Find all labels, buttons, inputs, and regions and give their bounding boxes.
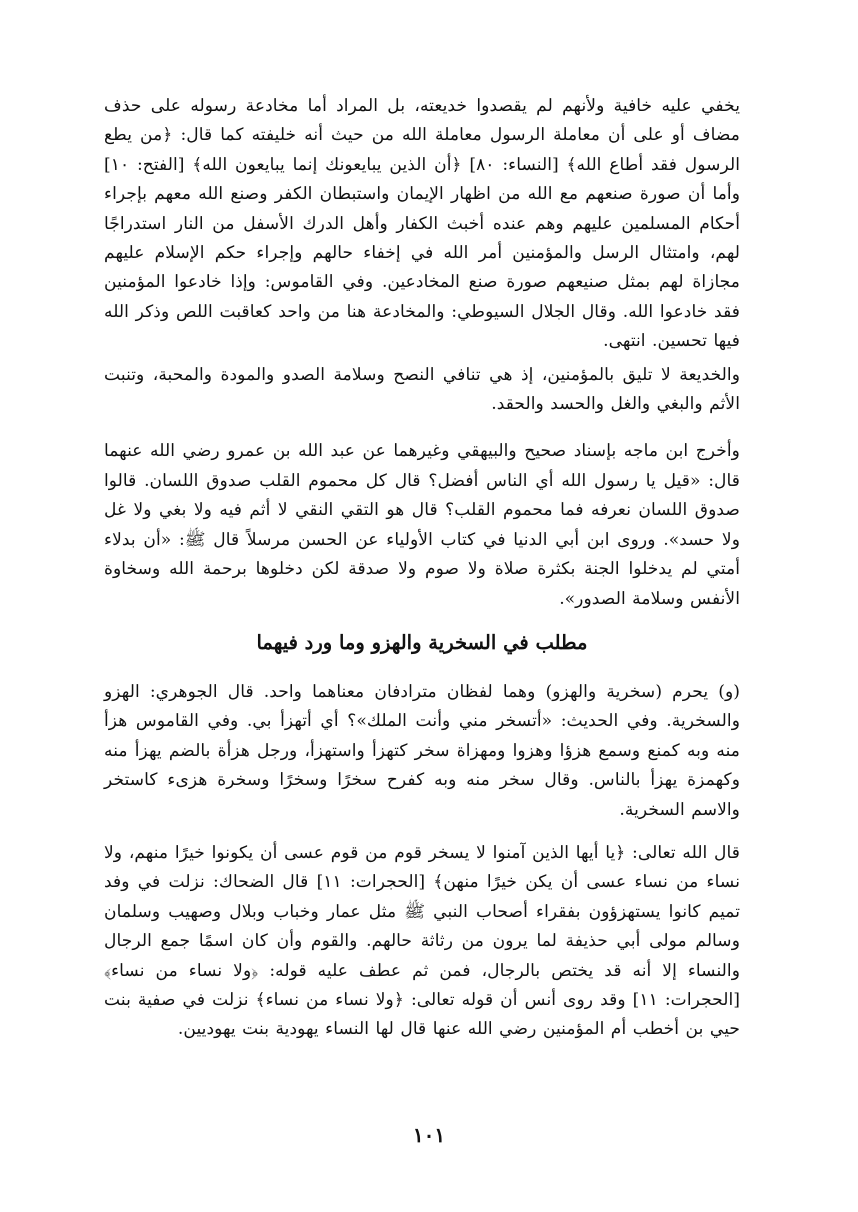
paragraph-2: والخديعة لا تليق بالمؤمنين، إذ هي تنافي النصح وسلامة الصدو والمودة والمحبة، وتنبت الأثم والبغي والغل والحسد والحقد.	[104, 364, 740, 415]
paragraph-5: قال الله تعالى: ﴿يا أيها الذين آمنوا لا يسخر قوم من قوم عسى أن يكونوا خيرًا منهم، ولا نساء من نساء عسى أن يكن خيرًا منهن﴾ [الحجرات: ١١] قال الضحاك: نزلت في وفد تميم كانوا يستهزؤون بفقراء أصحاب النبي ﷺ مثل عمار وخباب وبلال وصهيب وسلمان وسالم مولى أبي حذيفة لما يرون من رثاثة حالهم. والقوم وأن كان اسمًا جمع الرجال والنساء إلا أنه قد يختص بالرجال، فمن ثم عطف عليه قوله: ﴿ولا نساء من نساء﴾ [الحجرات: ١١] وقد روى أنس أن قوله تعالى: ﴿ولا نساء من نساء﴾ نزلت في صفية بنت حيي بن أخطب أم المؤمنين رضي الله عنها قال لها النساء يهودية بنت يهوديين.	[104, 842, 740, 1040]
page-number: ١٠١	[412, 1123, 446, 1147]
paragraph-3: وأخرج ابن ماجه بإسناد صحيح والبيهقي وغيرهما عن عبد الله بن عمرو رضي الله عنهما قال: «قيل يا رسول الله أي الناس أفضل؟ قال كل محموم القلب صدوق اللسان. قالوا صدوق اللسان نعرفه فما محموم القلب؟ قال هو التقي النقي لا أثم فيه ولا بغي ولا غل ولا حسد». وروى ابن أبي الدنيا في كتاب الأولياء عن الحسن مرسلاً قال ﷺ: «أن بدلاء أمتي لم يدخلوا الجنة بكثرة صلاة ولا صوم ولا صدقة لكن دخلوها برحمة الله وسخاوة الأنفس وسلامة الصدور».	[104, 441, 740, 609]
page-body	[104, 92, 740, 1192]
paragraph-4: (و) يحرم (سخرية والهزو) وهما لفظان مترادفان معناهما واحد. قال الجوهري: الهزو والسخرية. وفي الحديث: «أتسخر مني وأنت الملك»؟ أي أتهزأ بي. وفي القاموس هزأ منه وبه كمنع وسمع هزؤا وهزوا ومهزاة سخر كتهزأ واستهزأ، ورجل هزأة بالضم يهزأ منه وكهمزة يهزأ بالناس. وقال سخر منه وبه كفرح سخرًا وسخرًا وسخرة هزىء كاستخر والاسم السخرية.	[104, 681, 741, 820]
paragraph-1: يخفي عليه خافية ولأنهم لم يقصدوا خديعته، بل المراد أما مخادعة رسوله على حذف مضاف أو على أن معاملة الرسول معاملة الله من حيث أنه خليفته كما قال: ﴿من يطع الرسول فقد أطاع الله﴾ [النساء: ٨٠] ﴿أن الذين يبايعونك إنما يبايعون الله﴾ [الفتح: ١٠] وأما أن صورة صنعهم مع الله من اظهار الإيمان واستبطان الكفر وصنع الله معهم بإجراء أحكام المسلمين عليهم وهم عنده أخبث الكفار وأهل الدرك الأسفل من النار استدراجًا لهم، وامتثال الرسل والمؤمنين أمر الله في إخفاء حالهم وإجراء حكم الإسلام عليهم مجازاة لهم بمثل صنيعهم صورة صنع المخادعين. وفي القاموس: وإذا خادعوا المؤمنين فقد خادعوا الله. وقال الجلال السيوطي: والمخادعة هنا من واحد كعاقبت اللص وذكر الله فيها تحسين. انتهى.	[104, 96, 740, 352]
section-heading: مطلب في السخرية والهزو وما ورد فيهما	[256, 630, 588, 654]
